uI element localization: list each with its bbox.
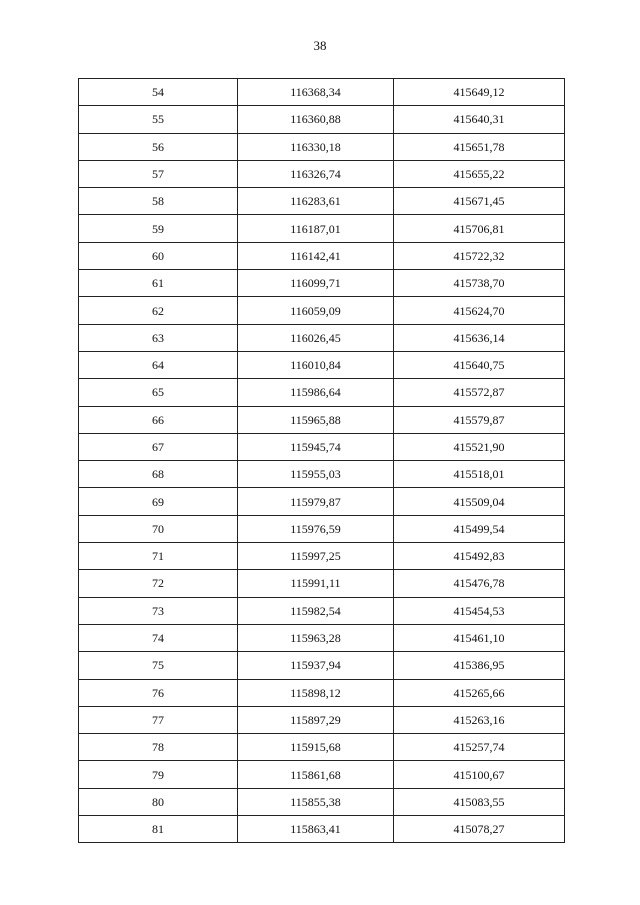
y-coordinate-cell: 415476,78 (394, 570, 565, 597)
y-coordinate-cell: 415624,70 (394, 297, 565, 324)
point-number-cell: 66 (79, 406, 238, 433)
table-row (79, 379, 565, 406)
point-number-cell: 60 (79, 242, 238, 269)
y-coordinate-cell: 415083,55 (394, 788, 565, 815)
table-row (79, 406, 565, 433)
table-row (79, 515, 565, 542)
table-row (79, 433, 565, 460)
table-row (79, 543, 565, 570)
x-coordinate-cell: 116142,41 (238, 242, 394, 269)
point-number-cell: 65 (79, 379, 238, 406)
x-coordinate-cell: 115855,38 (238, 788, 394, 815)
y-coordinate-cell: 415572,87 (394, 379, 565, 406)
y-coordinate-cell: 415078,27 (394, 816, 565, 843)
x-coordinate-cell: 116026,45 (238, 324, 394, 351)
point-number-cell: 62 (79, 297, 238, 324)
point-number-cell: 77 (79, 706, 238, 733)
x-coordinate-cell: 115991,11 (238, 570, 394, 597)
table-row (79, 734, 565, 761)
table-row (79, 133, 565, 160)
point-number-cell: 81 (79, 816, 238, 843)
table-row (79, 461, 565, 488)
point-number-cell: 80 (79, 788, 238, 815)
table-row (79, 597, 565, 624)
y-coordinate-cell: 415640,31 (394, 106, 565, 133)
table-row (79, 761, 565, 788)
x-coordinate-cell: 115897,29 (238, 706, 394, 733)
point-number-cell: 56 (79, 133, 238, 160)
point-number-cell: 72 (79, 570, 238, 597)
y-coordinate-cell: 415265,66 (394, 679, 565, 706)
y-coordinate-cell: 415671,45 (394, 188, 565, 215)
y-coordinate-cell: 415521,90 (394, 433, 565, 460)
table-body (79, 79, 565, 843)
point-number-cell: 64 (79, 351, 238, 378)
table-row (79, 488, 565, 515)
point-number-cell: 76 (79, 679, 238, 706)
y-coordinate-cell: 415492,83 (394, 543, 565, 570)
y-coordinate-cell: 415461,10 (394, 624, 565, 651)
point-number-cell: 57 (79, 160, 238, 187)
table-row (79, 351, 565, 378)
table-row (79, 816, 565, 843)
x-coordinate-cell: 116059,09 (238, 297, 394, 324)
x-coordinate-cell: 115965,88 (238, 406, 394, 433)
point-number-cell: 78 (79, 734, 238, 761)
y-coordinate-cell: 415706,81 (394, 215, 565, 242)
table-row (79, 188, 565, 215)
table-row (79, 106, 565, 133)
point-number-cell: 70 (79, 515, 238, 542)
table-row (79, 324, 565, 351)
point-number-cell: 75 (79, 652, 238, 679)
y-coordinate-cell: 415722,32 (394, 242, 565, 269)
x-coordinate-cell: 116010,84 (238, 351, 394, 378)
point-number-cell: 73 (79, 597, 238, 624)
y-coordinate-cell: 415655,22 (394, 160, 565, 187)
x-coordinate-cell: 116283,61 (238, 188, 394, 215)
coordinates-table (78, 78, 565, 843)
x-coordinate-cell: 115945,74 (238, 433, 394, 460)
table-row (79, 242, 565, 269)
y-coordinate-cell: 415651,78 (394, 133, 565, 160)
table-row (79, 788, 565, 815)
y-coordinate-cell: 415100,67 (394, 761, 565, 788)
table-row (79, 652, 565, 679)
table-row (79, 297, 565, 324)
table-row (79, 79, 565, 106)
point-number-cell: 58 (79, 188, 238, 215)
point-number-cell: 74 (79, 624, 238, 651)
y-coordinate-cell: 415640,75 (394, 351, 565, 378)
point-number-cell: 67 (79, 433, 238, 460)
y-coordinate-cell: 415386,95 (394, 652, 565, 679)
table-row (79, 570, 565, 597)
table-row (79, 624, 565, 651)
x-coordinate-cell: 115997,25 (238, 543, 394, 570)
table-row (79, 706, 565, 733)
x-coordinate-cell: 116368,34 (238, 79, 394, 106)
table-row (79, 270, 565, 297)
x-coordinate-cell: 116360,88 (238, 106, 394, 133)
x-coordinate-cell: 115898,12 (238, 679, 394, 706)
x-coordinate-cell: 115937,94 (238, 652, 394, 679)
y-coordinate-cell: 415454,53 (394, 597, 565, 624)
y-coordinate-cell: 415738,70 (394, 270, 565, 297)
x-coordinate-cell: 116330,18 (238, 133, 394, 160)
x-coordinate-cell: 116099,71 (238, 270, 394, 297)
y-coordinate-cell: 415649,12 (394, 79, 565, 106)
x-coordinate-cell: 115963,28 (238, 624, 394, 651)
point-number-cell: 55 (79, 106, 238, 133)
table-row (79, 160, 565, 187)
point-number-cell: 79 (79, 761, 238, 788)
x-coordinate-cell: 115863,41 (238, 816, 394, 843)
table-row (79, 215, 565, 242)
x-coordinate-cell: 116326,74 (238, 160, 394, 187)
x-coordinate-cell: 115955,03 (238, 461, 394, 488)
point-number-cell: 54 (79, 79, 238, 106)
x-coordinate-cell: 115861,68 (238, 761, 394, 788)
point-number-cell: 59 (79, 215, 238, 242)
x-coordinate-cell: 115979,87 (238, 488, 394, 515)
y-coordinate-cell: 415499,54 (394, 515, 565, 542)
point-number-cell: 61 (79, 270, 238, 297)
y-coordinate-cell: 415509,04 (394, 488, 565, 515)
y-coordinate-cell: 415636,14 (394, 324, 565, 351)
x-coordinate-cell: 115915,68 (238, 734, 394, 761)
point-number-cell: 69 (79, 488, 238, 515)
y-coordinate-cell: 415257,74 (394, 734, 565, 761)
y-coordinate-cell: 415579,87 (394, 406, 565, 433)
y-coordinate-cell: 415263,16 (394, 706, 565, 733)
table-row (79, 679, 565, 706)
point-number-cell: 71 (79, 543, 238, 570)
point-number-cell: 63 (79, 324, 238, 351)
x-coordinate-cell: 115986,64 (238, 379, 394, 406)
page-number: 38 (313, 38, 327, 53)
point-number-cell: 68 (79, 461, 238, 488)
x-coordinate-cell: 115976,59 (238, 515, 394, 542)
x-coordinate-cell: 115982,54 (238, 597, 394, 624)
x-coordinate-cell: 116187,01 (238, 215, 394, 242)
y-coordinate-cell: 415518,01 (394, 461, 565, 488)
